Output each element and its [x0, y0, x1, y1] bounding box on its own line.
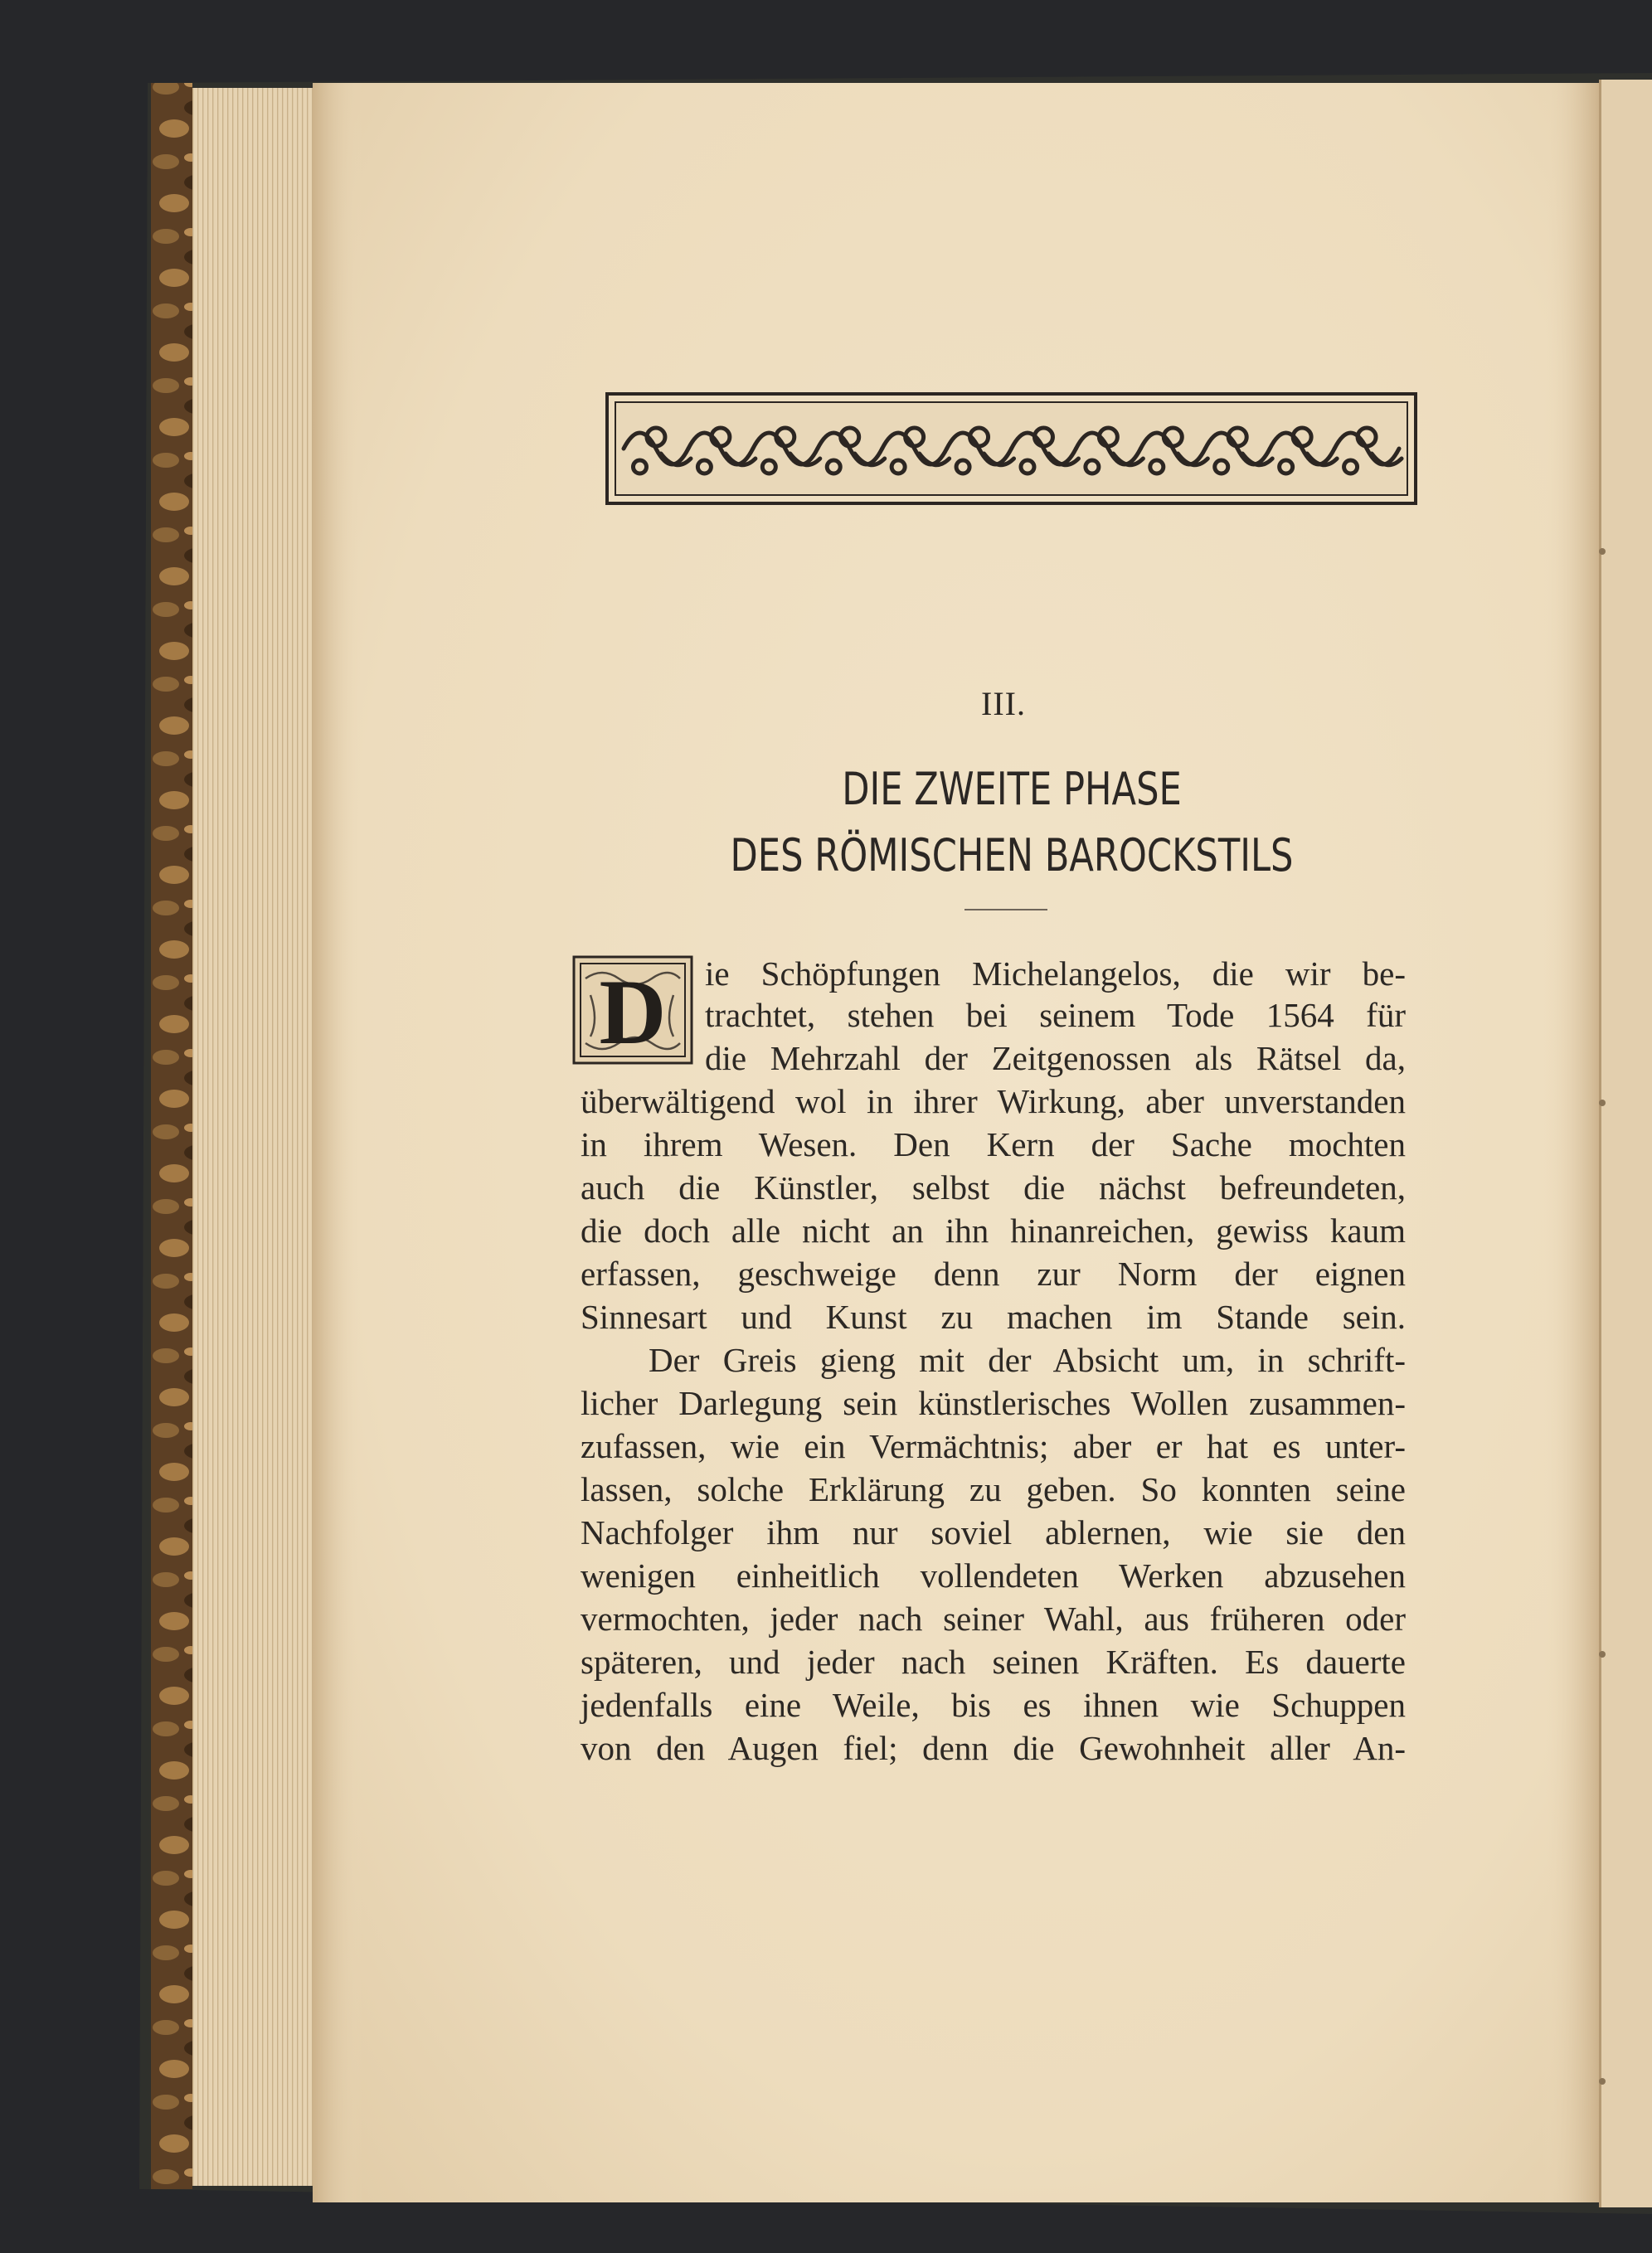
body-line: trachtet, stehen bei seinem Tode 1564 für	[705, 996, 1406, 1034]
body-line: vermochten, jeder nach seiner Wahl, aus früheren oder	[581, 1600, 1406, 1638]
body-line: späteren, und jeder nach seinen Kräften. Es dauerte	[581, 1643, 1406, 1681]
chapter-title-line-1: DIE ZWEITE PHASE	[842, 763, 1182, 815]
body-line: lassen, solche Erklärung zu geben. So konnten seine	[581, 1470, 1406, 1508]
body-line: in ihrem Wesen. Den Kern der Sache mochten	[581, 1125, 1406, 1163]
body-line: auch die Künstler, selbst die nächst befreundeten,	[581, 1168, 1406, 1207]
drop-cap-letter: D	[599, 961, 667, 1064]
body-line: erfassen, geschweige denn zur Norm der eignen	[581, 1255, 1406, 1293]
body-line: von den Augen fiel; denn die Gewohnheit aller An-	[581, 1729, 1406, 1767]
body-line: Sinnesart und Kunst zu machen im Stande sein.	[581, 1298, 1406, 1336]
body-line: licher Darlegung sein künstlerisches Wollen zusammen-	[581, 1384, 1406, 1422]
body-line: wenigen einheitlich vollendeten Werken abzusehen	[581, 1556, 1406, 1595]
chapter-title-line-2: DES RÖMISCHEN BAROCKSTILS	[730, 829, 1294, 881]
body-line: Nachfolger ihm nur soviel ablernen, wie sie den	[581, 1513, 1406, 1551]
body-line: jedenfalls eine Weile, bis es ihnen wie Schuppen	[581, 1686, 1406, 1724]
chapter-number: III.	[981, 685, 1026, 722]
body-line: die doch alle nicht an ihn hinanreichen, gewiss kaum	[581, 1211, 1406, 1250]
body-line: überwältigend wol in ihrer Wirkung, aber unverstanden	[581, 1082, 1406, 1120]
body-line: die Mehrzahl der Zeitgenossen als Rätsel da,	[705, 1039, 1406, 1077]
body-line: zufassen, wie ein Vermächtnis; aber er hat es unter-	[581, 1427, 1406, 1465]
body-line: ie Schöpfungen Michelangelos, die wir be-	[705, 954, 1406, 993]
body-line: Der Greis gieng mit der Absicht um, in schrift-	[649, 1341, 1406, 1379]
